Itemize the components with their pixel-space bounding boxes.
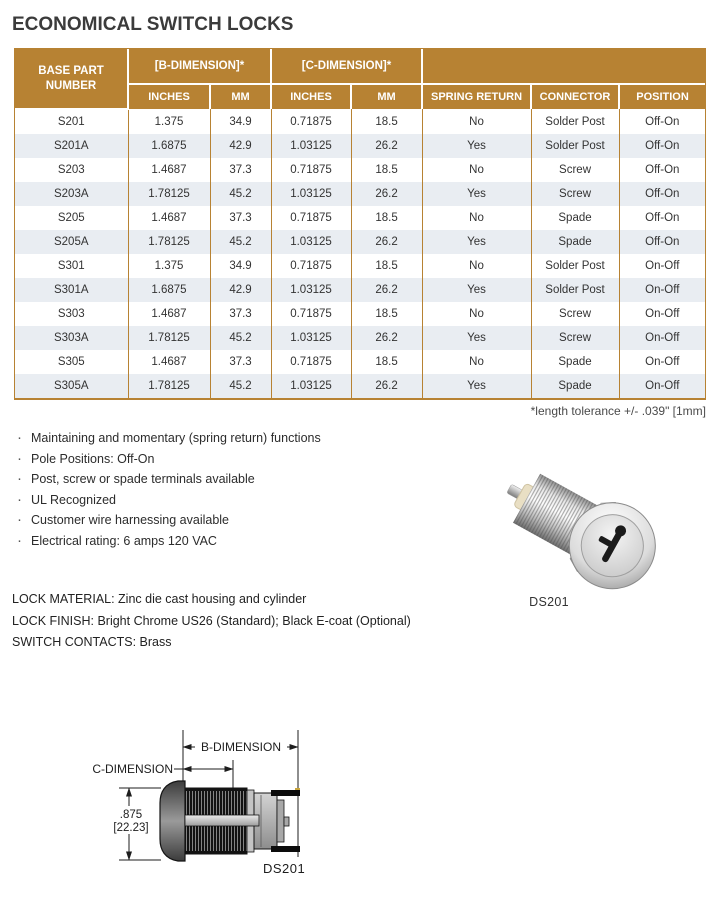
feature-text: Customer wire harnessing available bbox=[31, 513, 230, 527]
table-cell: 45.2 bbox=[210, 374, 271, 398]
table-cell: Off-On bbox=[645, 212, 680, 224]
table-cell: S203 bbox=[15, 158, 128, 182]
spec-value: Brass bbox=[139, 635, 172, 649]
table-cell: 1.03125 bbox=[271, 182, 351, 206]
page-title: ECONOMICAL SWITCH LOCKS bbox=[12, 14, 294, 35]
drawing-step bbox=[277, 800, 284, 842]
height-mm-label: [22.23] bbox=[113, 822, 149, 834]
feature-text: Post, screw or spade terminals available bbox=[31, 472, 255, 486]
table-cell: Solder Post bbox=[531, 109, 619, 134]
col-header-connector: CONNECTOR bbox=[531, 84, 619, 109]
table-cell: 37.3 bbox=[210, 206, 271, 230]
product-table bbox=[15, 49, 705, 398]
table-cell: S205 bbox=[15, 206, 128, 230]
spec-line bbox=[12, 592, 411, 607]
table-cell: 1.03125 bbox=[271, 278, 351, 302]
table-cell: Yes bbox=[422, 182, 531, 206]
spec-label: LOCK MATERIAL: bbox=[12, 592, 119, 606]
feature-item bbox=[17, 531, 321, 549]
height-inches-label: .875 bbox=[119, 809, 143, 821]
table-cell: 1.4687 bbox=[128, 350, 210, 374]
table-cell: Solder Post bbox=[531, 254, 619, 278]
col-header-spring-return: SPRING RETURN bbox=[422, 84, 531, 109]
table-cell: On-Off bbox=[645, 332, 680, 344]
drawing-shaft bbox=[185, 815, 259, 826]
table-cell: 0.71875 bbox=[271, 158, 351, 182]
table-cell: No bbox=[422, 158, 531, 182]
col-header-c-dimension: [C-DIMENSION]* bbox=[271, 49, 422, 84]
table-row bbox=[15, 206, 705, 230]
table-cell: S303A bbox=[15, 326, 128, 350]
photo-caption: DS201 bbox=[529, 595, 569, 609]
table-cell: 1.6875 bbox=[128, 134, 210, 158]
table-cell: No bbox=[422, 254, 531, 278]
table-cell: Spade bbox=[531, 374, 619, 398]
table-cell: Screw bbox=[531, 302, 619, 326]
table-cell: S201A bbox=[15, 134, 128, 158]
table-cell: 34.9 bbox=[210, 254, 271, 278]
table-cell: On-Off bbox=[645, 308, 680, 320]
table-cell: 42.9 bbox=[210, 134, 271, 158]
table-cell: S201 bbox=[15, 109, 128, 134]
table-cell: Spade bbox=[531, 230, 619, 254]
table-body bbox=[15, 109, 705, 398]
bullet-icon: · bbox=[17, 531, 22, 549]
table-cell: 45.2 bbox=[210, 182, 271, 206]
drawing-terminal-top bbox=[271, 790, 300, 796]
spec-value: Zinc die cast housing and cylinder bbox=[118, 592, 307, 606]
table-cell: 45.2 bbox=[210, 230, 271, 254]
table-cell: 18.5 bbox=[351, 206, 422, 230]
table-cell: 26.2 bbox=[351, 278, 422, 302]
table-cell: 26.2 bbox=[351, 326, 422, 350]
table-cell: 0.71875 bbox=[271, 206, 351, 230]
table-row bbox=[15, 134, 705, 158]
table-cell: On-Off bbox=[645, 284, 680, 296]
table-cell: 0.71875 bbox=[271, 350, 351, 374]
table-cell: S305A bbox=[15, 374, 128, 398]
features-list bbox=[17, 431, 321, 554]
bullet-icon: · bbox=[17, 470, 22, 487]
table-cell: Screw bbox=[531, 182, 619, 206]
spec-line bbox=[12, 614, 411, 629]
table-cell: Off-On bbox=[645, 236, 680, 248]
table-cell: Solder Post bbox=[531, 278, 619, 302]
spec-label: SWITCH CONTACTS: bbox=[12, 635, 140, 649]
table-row bbox=[15, 302, 705, 326]
table-cell: Yes bbox=[422, 326, 531, 350]
table-row bbox=[15, 158, 705, 182]
dimension-diagram bbox=[85, 722, 320, 880]
table-cell: Spade bbox=[531, 206, 619, 230]
table-cell: 1.03125 bbox=[271, 374, 351, 398]
table-cell: Off-On bbox=[645, 188, 680, 200]
specs-block bbox=[12, 592, 411, 657]
table-cell: 45.2 bbox=[210, 326, 271, 350]
table-cell: 1.6875 bbox=[128, 278, 210, 302]
table-cell: Off-On bbox=[645, 140, 680, 152]
table-cell: 18.5 bbox=[351, 302, 422, 326]
feature-item bbox=[17, 513, 321, 528]
bullet-icon: · bbox=[17, 449, 22, 467]
table-cell: S303 bbox=[15, 302, 128, 326]
table-cell: Spade bbox=[531, 350, 619, 374]
table-cell: 18.5 bbox=[351, 254, 422, 278]
table-cell: 37.3 bbox=[210, 158, 271, 182]
c-dimension-label: C-DIMENSION bbox=[92, 762, 173, 776]
col-header-b-inches: INCHES bbox=[128, 84, 210, 109]
table-cell: 18.5 bbox=[351, 109, 422, 134]
table-cell: Solder Post bbox=[531, 134, 619, 158]
table-cell: No bbox=[422, 350, 531, 374]
col-header-b-mm: MM bbox=[210, 84, 271, 109]
table-cell: 1.78125 bbox=[128, 374, 210, 398]
table-row bbox=[15, 326, 705, 350]
table-cell: No bbox=[422, 206, 531, 230]
table-cell: 1.4687 bbox=[128, 206, 210, 230]
drawing-bezel bbox=[160, 781, 185, 861]
feature-text: UL Recognized bbox=[31, 492, 117, 507]
feature-item bbox=[17, 490, 321, 508]
table-cell: Off-On bbox=[645, 115, 680, 128]
col-header-position: POSITION bbox=[619, 84, 705, 109]
feature-item bbox=[17, 449, 321, 467]
table-row bbox=[15, 374, 705, 398]
table-row bbox=[15, 278, 705, 302]
table-cell: Yes bbox=[422, 134, 531, 158]
table-cell: S305 bbox=[15, 350, 128, 374]
table-cell: 0.71875 bbox=[271, 254, 351, 278]
table-cell: 18.5 bbox=[351, 350, 422, 374]
table-cell: S205A bbox=[15, 230, 128, 254]
table-row bbox=[15, 350, 705, 374]
drawing-terminal-bottom bbox=[271, 846, 300, 852]
table-cell: 26.2 bbox=[351, 374, 422, 398]
table-cell: On-Off bbox=[645, 260, 680, 272]
table-cell: 26.2 bbox=[351, 134, 422, 158]
col-header-c-mm: MM bbox=[351, 84, 422, 109]
table-cell: S301A bbox=[15, 278, 128, 302]
spec-line bbox=[12, 635, 411, 650]
bullet-icon: · bbox=[17, 429, 22, 446]
table-cell: Yes bbox=[422, 278, 531, 302]
table-cell: Yes bbox=[422, 230, 531, 254]
bullet-icon: · bbox=[17, 511, 22, 528]
table-cell: S301 bbox=[15, 254, 128, 278]
col-header-b-dimension: [B-DIMENSION]* bbox=[128, 49, 271, 84]
spec-value: Bright Chrome US26 (Standard); Black E-coat (Optional) bbox=[97, 613, 411, 628]
feature-text: Electrical rating: 6 amps 120 VAC bbox=[31, 533, 217, 548]
table-row bbox=[15, 182, 705, 206]
table-cell: 37.3 bbox=[210, 302, 271, 326]
table-row bbox=[15, 254, 705, 278]
b-dimension-label: B-DIMENSION bbox=[200, 740, 282, 754]
table-row bbox=[15, 109, 705, 134]
table-cell: 42.9 bbox=[210, 278, 271, 302]
table-cell: 34.9 bbox=[210, 109, 271, 134]
col-header-c-inches: INCHES bbox=[271, 84, 351, 109]
table-cell: Screw bbox=[531, 158, 619, 182]
bullet-icon: · bbox=[17, 490, 22, 508]
spec-label: LOCK FINISH: bbox=[12, 613, 98, 628]
table-cell: Yes bbox=[422, 374, 531, 398]
table-cell: S203A bbox=[15, 182, 128, 206]
col-header-empty bbox=[422, 49, 705, 84]
table-cell: 1.78125 bbox=[128, 326, 210, 350]
table-row bbox=[15, 230, 705, 254]
table-cell: 26.2 bbox=[351, 182, 422, 206]
table-cell: 26.2 bbox=[351, 230, 422, 254]
table-cell: No bbox=[422, 109, 531, 134]
table-cell: On-Off bbox=[645, 380, 680, 392]
table-cell: 37.3 bbox=[210, 350, 271, 374]
table-cell: Off-On bbox=[645, 164, 680, 176]
table-cell: 1.375 bbox=[128, 109, 210, 134]
table-cell: 18.5 bbox=[351, 158, 422, 182]
feature-text: Maintaining and momentary (spring return) functions bbox=[31, 431, 321, 445]
table-cell: 1.78125 bbox=[128, 182, 210, 206]
table-cell: 1.78125 bbox=[128, 230, 210, 254]
col-header-base-part: BASE PART NUMBER bbox=[15, 49, 128, 109]
table-cell: No bbox=[422, 302, 531, 326]
table-cell: 1.03125 bbox=[271, 326, 351, 350]
feature-item bbox=[17, 431, 321, 446]
lock-photo bbox=[496, 455, 716, 595]
table-cell: 1.4687 bbox=[128, 302, 210, 326]
table-cell: 1.03125 bbox=[271, 134, 351, 158]
table-cell: 1.4687 bbox=[128, 158, 210, 182]
terminal-gold-mark bbox=[295, 788, 300, 790]
table-cell: Screw bbox=[531, 326, 619, 350]
table-cell: On-Off bbox=[645, 356, 680, 368]
tolerance-note: *length tolerance +/- .039" [1mm] bbox=[530, 404, 706, 418]
feature-item bbox=[17, 472, 321, 487]
table-cell: 0.71875 bbox=[271, 302, 351, 326]
drawing-notch bbox=[284, 817, 289, 826]
table-cell: 1.03125 bbox=[271, 230, 351, 254]
diagram-caption: DS201 bbox=[263, 861, 306, 876]
table-cell: 0.71875 bbox=[271, 109, 351, 134]
product-table-wrap bbox=[14, 48, 706, 400]
feature-text: Pole Positions: Off-On bbox=[31, 451, 155, 466]
table-cell: 1.375 bbox=[128, 254, 210, 278]
